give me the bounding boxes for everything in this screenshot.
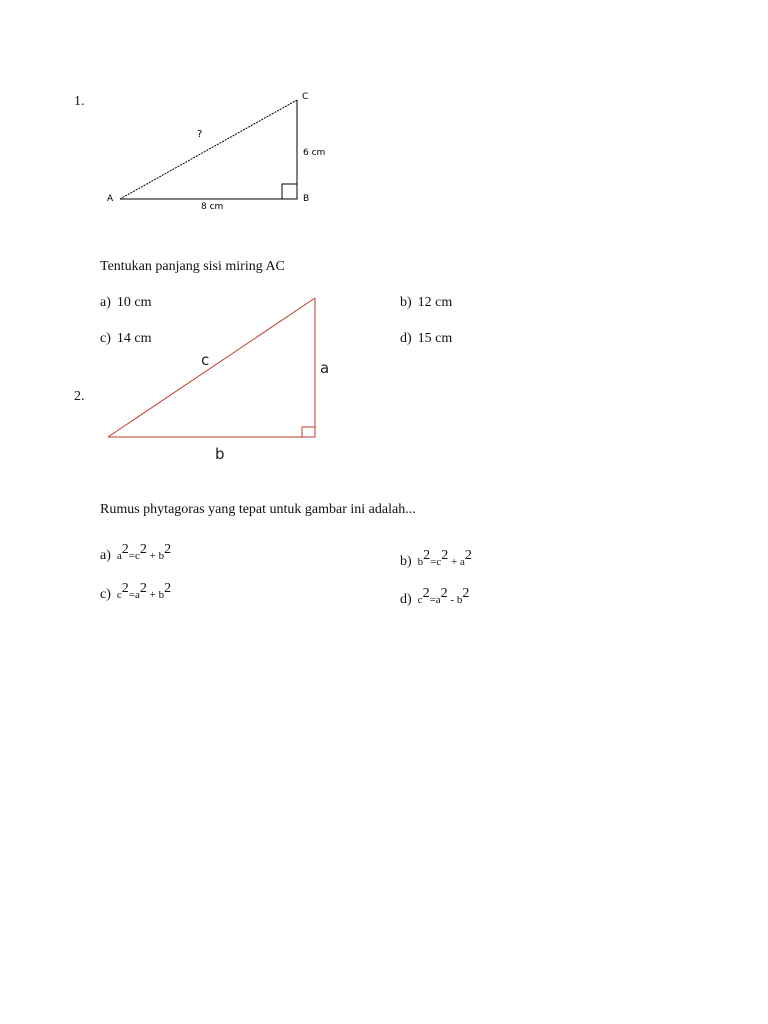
q2-option-b[interactable]: b) $b^2=c^2 + a^2$ bbox=[400, 548, 472, 569]
q1-hypotenuse-label: ? bbox=[197, 129, 203, 140]
q2-prompt: Rumus phytagoras yang tepat untuk gambar ini adalah... bbox=[100, 502, 416, 517]
q2-label-c: c bbox=[201, 351, 210, 369]
q1-triangle-figure bbox=[100, 84, 340, 216]
option-letter: d) bbox=[400, 331, 412, 346]
q2-option-d[interactable]: d) $c^2=a^2 - b^2$ bbox=[400, 586, 470, 607]
q1-vertex-b: B bbox=[303, 194, 310, 204]
option-text: 14 cm bbox=[116, 331, 152, 346]
q2-side-c bbox=[108, 298, 315, 437]
q1-option-b[interactable] bbox=[400, 295, 452, 311]
option-letter: c) bbox=[100, 331, 111, 346]
option-letter: b) bbox=[400, 295, 412, 310]
q2-label-b: b bbox=[215, 445, 225, 463]
q2-label-a: a bbox=[320, 359, 330, 377]
q1-vertex-c: C bbox=[302, 92, 309, 102]
q2-triangle-figure bbox=[100, 290, 350, 470]
q1-side-ab-label: 8 cm bbox=[201, 202, 224, 212]
q1-right-angle-mark bbox=[282, 184, 297, 199]
option-letter: c) bbox=[100, 587, 111, 602]
q1-side-ac bbox=[120, 100, 297, 199]
q1-option-d[interactable] bbox=[400, 331, 452, 347]
option-letter: b) bbox=[400, 554, 412, 569]
q1-vertex-a: A bbox=[107, 194, 114, 204]
option-letter: a) bbox=[100, 295, 111, 310]
question-2-number: 2. bbox=[74, 389, 85, 404]
option-text: 15 cm bbox=[417, 331, 453, 346]
q1-prompt: Tentukan panjang sisi miring AC bbox=[100, 259, 285, 274]
question-1-number: 1. bbox=[74, 94, 85, 109]
q1-side-bc-label: 6 cm bbox=[303, 148, 326, 158]
q2-right-angle-mark bbox=[302, 427, 315, 437]
option-text: 12 cm bbox=[417, 295, 453, 310]
q2-option-c[interactable]: c) $c^2=a^2 + b^2$ bbox=[100, 581, 172, 602]
q2-option-a[interactable]: a) $a^2=c^2 + b^2$ bbox=[100, 542, 172, 563]
option-letter: a) bbox=[100, 548, 111, 563]
option-text: 10 cm bbox=[116, 295, 152, 310]
option-letter: d) bbox=[400, 592, 412, 607]
